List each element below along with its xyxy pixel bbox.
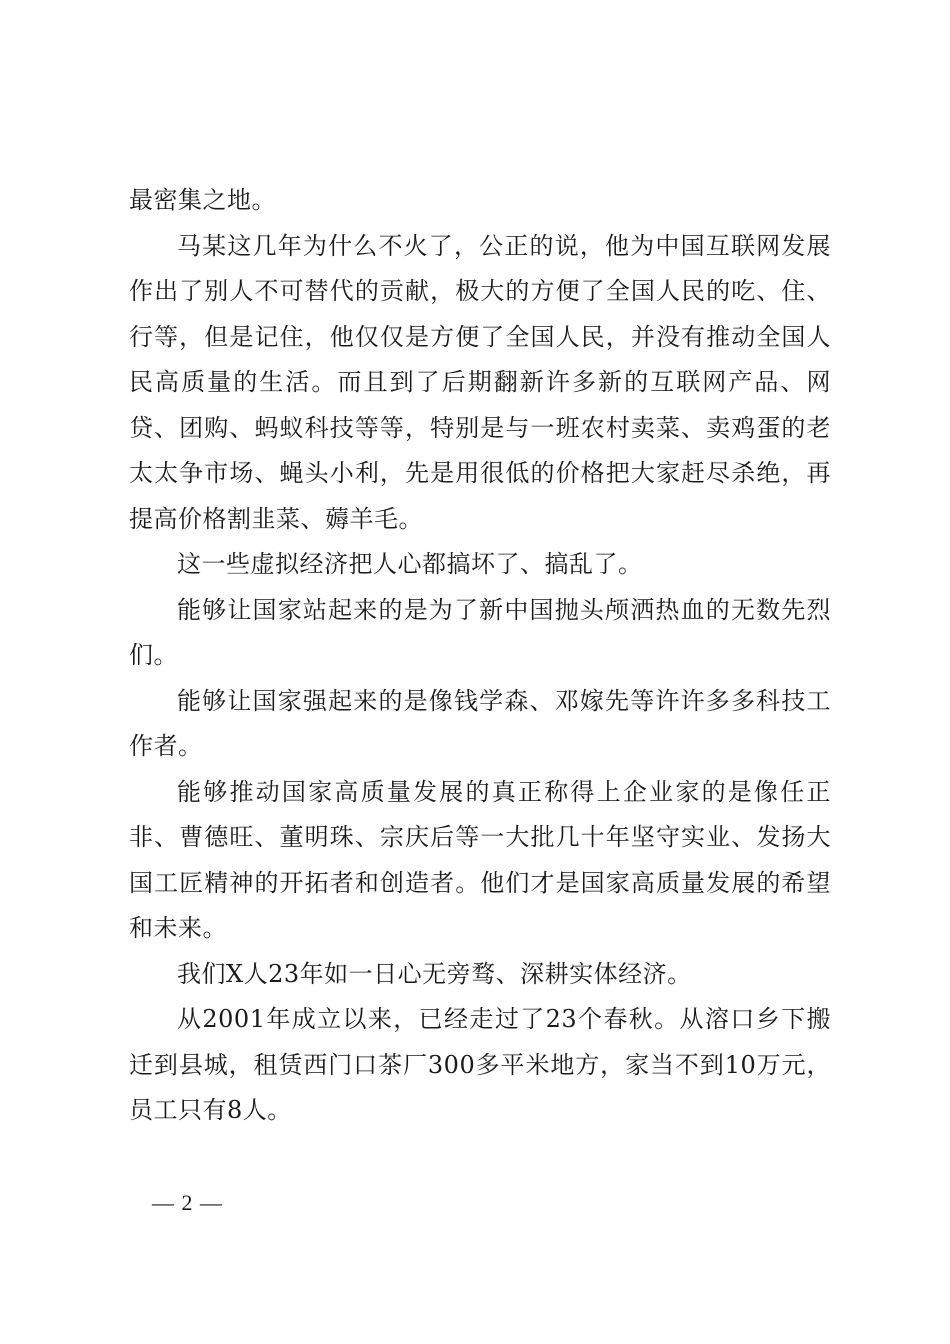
body-text bbox=[129, 178, 831, 1134]
paragraph-entrepreneurs: 能够推动国家高质量发展的真正称得上企业家的是像任正非、曹德旺、董明珠、宗庆后等一大批几十年坚守实业、发扬大国工匠精神的开拓者和创造者。他们才是国家高质量发展的希望和未来。 bbox=[129, 777, 831, 942]
paragraph-ma-analysis: 马某这几年为什么不火了，公正的说，他为中国互联网发展作出了别人不可替代的贡献，极大的方便了全国人民的吃、住、行等，但是记住，他仅仅是方便了全国人民，并没有推动全国人民高质量的生活。而且到了后期翻新许多新的互联网产品、网贷、团购、蚂蚁科技等等，特别是与一班农村卖菜、卖鸡蛋的老太太争市场、蝇头小利，先是用很低的价格把大家赶尽杀绝，再提高价格割韭菜、薅羊毛。 bbox=[129, 231, 831, 533]
paragraph-company-focus: 我们X人23年如一日心无旁骛、深耕实体经济。 bbox=[177, 959, 692, 988]
paragraph-martyrs: 能够让国家站起来的是为了新中国抛头颅洒热血的无数先烈们。 bbox=[129, 595, 831, 669]
paragraph-virtual-economy: 这一些虚拟经济把人心都搞坏了、搞乱了。 bbox=[177, 550, 643, 578]
paragraph-company-history: 从2001年成立以来，已经走过了23个春秋。从溶口乡下搬迁到县城，租赁西门口茶厂300多平米地方，家当不到10万元，员工只有8人。 bbox=[129, 1005, 831, 1124]
page-number: — 2 — bbox=[152, 1190, 223, 1215]
paragraph-continuation: 最密集之地。 bbox=[129, 186, 276, 214]
paragraph-scientists: 能够让国家强起来的是像钱学森、邓嫁先等许许多多科技工作者。 bbox=[129, 686, 831, 760]
